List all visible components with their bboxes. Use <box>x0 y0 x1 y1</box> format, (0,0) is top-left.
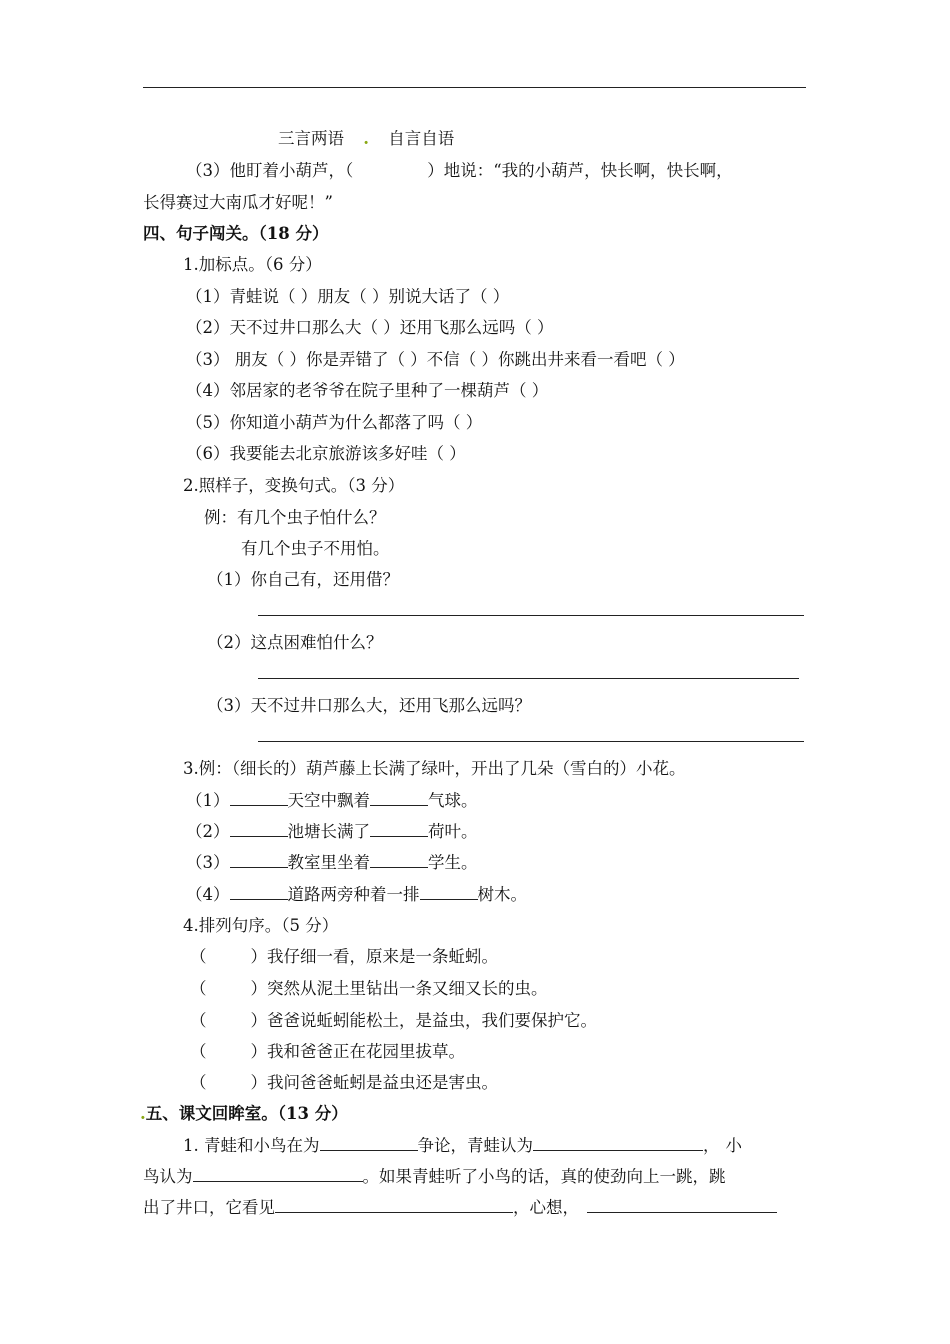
s5-para-line1: 1. 青蛙和小鸟在为 争论，青蛙认为 ，小 <box>183 1136 748 1155</box>
phrase-2: 自言自语 <box>388 129 455 148</box>
blank <box>370 790 428 806</box>
section5-title: 五、课文回眸室。（13 分） <box>145 1104 348 1123</box>
answer-line <box>258 678 799 679</box>
rewrite-item: （1）你自己有，还用借？ <box>207 570 399 589</box>
blank <box>230 821 288 837</box>
rewrite-item: （3）天不过井口那么大，还用飞那么远吗？ <box>207 696 531 715</box>
s4-q4-title: 4.排列句序。（5 分） <box>183 916 339 935</box>
phrase-line <box>278 128 454 150</box>
s4-q3-title: 3.例：（细长的）葫芦藤上长满了绿叶，开出了几朵（雪白的）小花。 <box>183 759 686 778</box>
punct-item: （3） 朋友（ ）你是弄错了（ ）不信（ ）你跳出井来看一看吧（ ） <box>186 350 685 369</box>
green-dot: . <box>140 1104 146 1123</box>
blank <box>320 1135 418 1151</box>
blank <box>230 852 288 868</box>
order-item: （ ）爸爸说蚯蚓能松土，是益虫，我们要保护它。 <box>190 1011 597 1030</box>
header-rule <box>143 87 806 88</box>
s5-para-line3: 出了井口，它看见 ，心想， <box>143 1197 777 1219</box>
blank <box>230 884 288 900</box>
blank <box>230 790 288 806</box>
fill-item: （1） 天空中飘着 气球。 <box>186 791 478 810</box>
section5-title-row <box>140 1103 348 1125</box>
blank <box>370 852 428 868</box>
order-item: （ ）我仔细一看，原来是一条蚯蚓。 <box>190 947 498 966</box>
blank <box>370 821 428 837</box>
section4-title: 四、句子闯关。（18 分） <box>143 224 329 243</box>
phrase-1: 三言两语 <box>278 129 344 148</box>
punct-item: （6）我要能去北京旅游该多好哇（ ） <box>186 444 466 463</box>
s4-q2-example2: 有几个虫子不用怕。 <box>241 539 390 558</box>
punct-item: （1）青蛙说（ ）朋友（ ）别说大话了（ ） <box>186 287 510 306</box>
fill-item: （4） 道路两旁种着一排 树木。 <box>186 885 527 904</box>
q3-line2: 长得赛过大南瓜才好呢！” <box>143 193 333 212</box>
s4-q2-example1: 例：有几个虫子怕什么？ <box>204 508 386 527</box>
blank <box>193 1166 363 1182</box>
s4-q1-title: 1.加标点。（6 分） <box>183 255 322 274</box>
punct-item: （2）天不过井口那么大（ ）还用飞那么远吗（ ） <box>186 318 554 337</box>
blank <box>275 1197 513 1213</box>
answer-line <box>258 741 804 742</box>
blank <box>587 1197 777 1213</box>
answer-line <box>258 615 804 616</box>
order-item: （ ）突然从泥土里钻出一条又细又长的虫。 <box>190 979 548 998</box>
s5-para-line2: 鸟认为 。如果青蛙听了小鸟的话，真的使劲向上一跳，跳 <box>143 1167 726 1186</box>
fill-item: （2） 池塘长满了 荷叶。 <box>186 822 478 841</box>
punct-item: （4）邻居家的老爷爷在院子里种了一棵葫芦（ ） <box>186 381 549 400</box>
rewrite-item: （2）这点困难怕什么？ <box>207 633 383 652</box>
q3-line1: （3）他盯着小葫芦，（ ）地说：“我的小葫芦，快长啊，快长啊， <box>186 161 733 180</box>
blank <box>533 1135 703 1151</box>
green-dot: . <box>363 129 369 148</box>
s4-q2-title: 2.照样子，变换句式。（3 分） <box>183 476 405 495</box>
punct-item: （5）你知道小葫芦为什么都落了吗（ ） <box>186 413 483 432</box>
order-item: （ ）我和爸爸正在花园里拔草。 <box>190 1042 465 1061</box>
blank <box>420 884 478 900</box>
fill-item: （3） 教室里坐着 学生。 <box>186 853 478 872</box>
order-item: （ ）我问爸爸蚯蚓是益虫还是害虫。 <box>190 1073 498 1092</box>
